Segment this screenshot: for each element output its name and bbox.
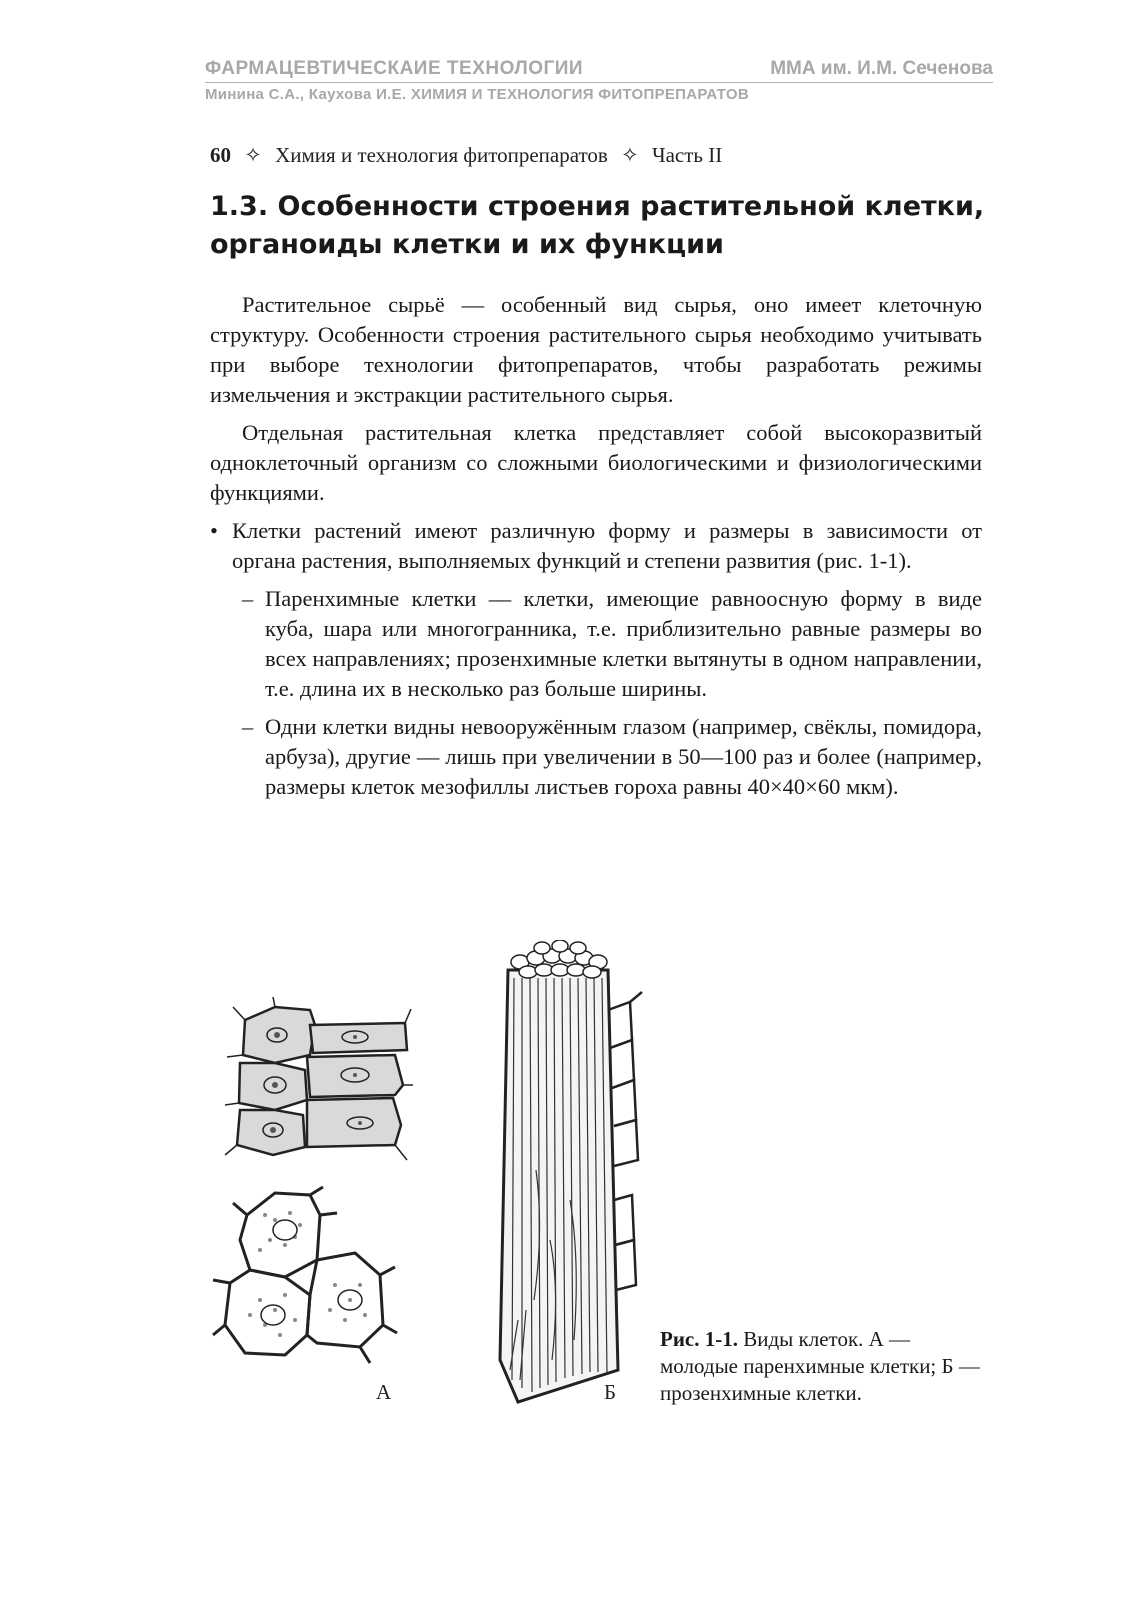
figure-b-illustration (490, 940, 650, 1410)
separator-icon: ✧ (621, 143, 639, 167)
section-heading-line2: органоиды клетки и их функции (210, 229, 724, 260)
dash-text: Одни клетки видны невооружённым глазом (например, свёклы, помидора, арбуза), другие — лишь при увеличении в 50—100 раз и более (например, размеры клеток мезофиллы листьев гороха равны 40×40×60 мкм). (265, 714, 982, 799)
paragraph: Растительное сырьё — особенный вид сырья, оно имеет клеточную структуру. Особенности строения растительного сырья необходимо учитывать при выборе технологии фитопрепаратов, чтобы разработать режимы измельчения и экстракции растительного сырья. (210, 292, 982, 407)
caption-number: Рис. 1-1. (660, 1327, 738, 1351)
figure-a-top-illustration (215, 995, 415, 1170)
bullet-text: Клетки растений имеют различную форму и размеры в зависимости от органа растения, выполняемых функций и степени развития (рис. 1-1). (232, 518, 982, 573)
page-header (205, 58, 993, 83)
bullet-item (210, 516, 982, 576)
dash-item (210, 584, 982, 704)
header-authors: Минина С.А., Каухова И.Е. ХИМИЯ И ТЕХНОЛОГИЯ ФИТОПРЕПАРАТОВ (205, 86, 749, 103)
dash-item (210, 712, 982, 802)
page-number: 60 (210, 143, 231, 167)
running-head (210, 143, 722, 168)
dash-text: Паренхимные клетки — клетки, имеющие равноосную форму в виде куба, шара или многогранника, т.е. приблизительно равные размеры во всех направлениях; прозенхимные клетки вытянуты в одном направлении, т.е. длина их в несколько раз больше ширины. (265, 586, 982, 701)
caption-text: Виды клеток. А — молодые паренхимные клетки; Б — прозенхимные клетки. (660, 1327, 980, 1405)
header-institution: ММА им. И.М. Сеченова (770, 58, 993, 79)
figure-label-a: А (376, 1380, 392, 1404)
figure-a-bottom-illustration (205, 1185, 405, 1375)
figure-label-b: Б (604, 1380, 617, 1404)
dash-icon: – (242, 714, 254, 739)
bullet-icon: • (210, 518, 218, 543)
part-label: Часть II (651, 143, 723, 167)
book-title: Химия и технология фитопрепаратов (275, 143, 608, 167)
section-heading-line1: 1.3. Особенности строения растительной клетки, (210, 191, 985, 222)
figure-caption (660, 1326, 985, 1407)
header-publisher: ФАРМАЦЕВТИЧЕСКАИЕ ТЕХНОЛОГИИ (205, 58, 584, 79)
section-heading (210, 188, 1000, 264)
separator-icon: ✧ (244, 143, 262, 167)
dash-icon: – (242, 586, 254, 611)
paragraph: Отдельная растительная клетка представляет собой высокоразвитый одноклеточный организм со сложными биологическими и физиологическими функциями. (210, 420, 982, 505)
body-text (210, 290, 982, 810)
